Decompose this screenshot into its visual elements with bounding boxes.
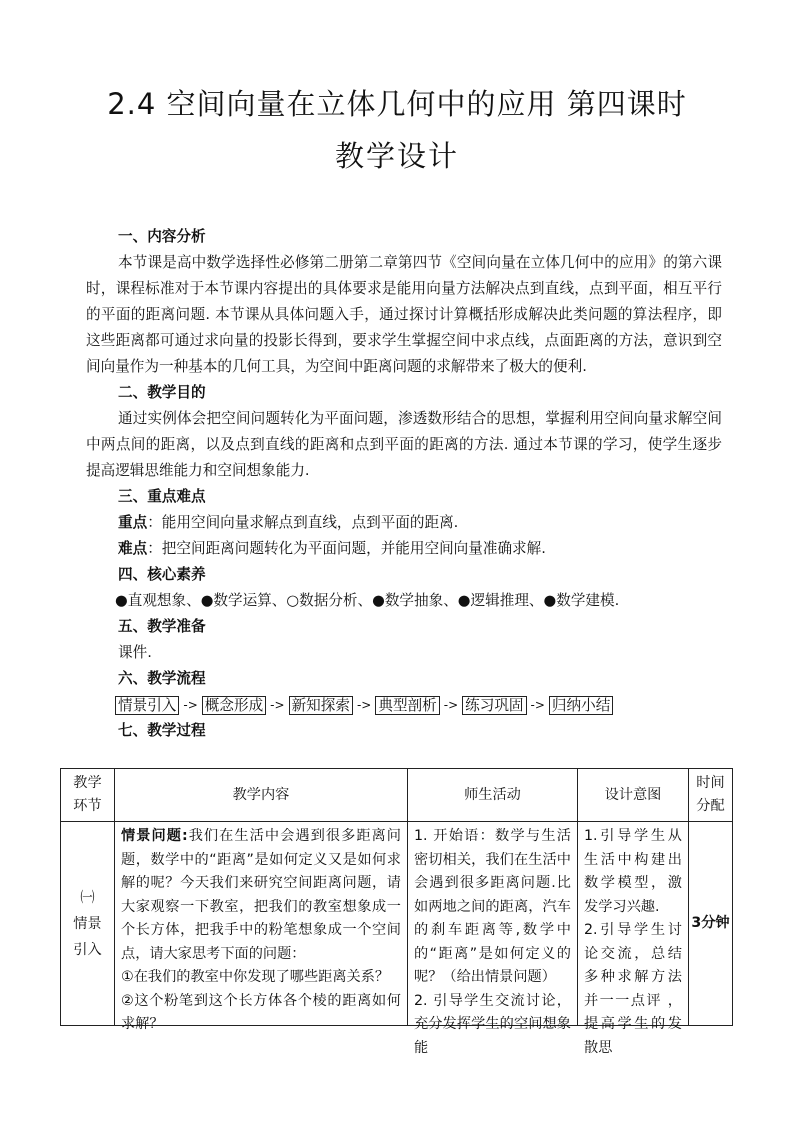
difficult-point-label: 难点 [118, 540, 148, 557]
flow-arrow: -> [356, 698, 372, 712]
difficult-point-line [86, 536, 722, 562]
document-title: 2.4 空间向量在立体几何中的应用 第四课时 [107, 87, 687, 121]
header-stage: 教学 环节 [61, 769, 115, 822]
section-text-preparation: 课件. [118, 644, 152, 661]
key-point-label: 重点 [118, 514, 148, 531]
teaching-process-table [60, 768, 733, 1056]
section-text-teaching-goals: 通过实例体会把空间问题转化为平面问题，渗透数形结合的思想，掌握利用空间向量求解空间中两点间的距离，以及点到直线的距离和点到平面的距离的方法. 通过本节课的学习，使学生逐步提高逻辑思维能力和空间想象能力. [86, 410, 722, 479]
key-point-line [86, 510, 722, 536]
section-heading-teaching-goals: 二、教学目的 [118, 384, 206, 401]
section-heading-content-analysis: 一、内容分析 [118, 228, 206, 245]
cell-time: 3分钟 [689, 822, 733, 1026]
header-content: 教学内容 [115, 769, 408, 822]
flow-step: 概念形成 [202, 696, 266, 715]
intent-item-1: 1.引导学生从生活中构建出数学模型，激发学习兴趣. [584, 828, 682, 915]
header-activity: 师生活动 [408, 769, 578, 822]
intent-item-2: 2.引导学生讨论交流，总结多种求解方法并一一点评 ，提高学生的发散思 [584, 922, 682, 1056]
flow-step: 新知探索 [289, 696, 353, 715]
header-intent: 设计意图 [578, 769, 689, 822]
section-text-content-analysis: 本节课是高中数学选择性必修第二册第二章第四节《空间向量在立体几何中的应用》的第六课时，课程标准对于本节课内容提出的具体要求是能用向量方法解决点到直线，点到平面，相互平行的平面的距离问题. 本节课从具体问题入手，通过探讨计算概括形成解决此类问题的算法程序，即这些距离都可通过求向量的投影长得到，要求学生掌握空间中求点线，点面距离的方法，意识到空间向量作为一种基本的几何工具，为空间中距离问题的求解带来了极大的便利. [86, 254, 722, 375]
section-heading-core-literacy: 四、核心素养 [118, 566, 206, 583]
flow-step: 归纳小结 [549, 696, 613, 715]
table-row [61, 822, 733, 1026]
section-heading-teaching-flow: 六、教学流程 [118, 670, 206, 687]
activity-item-2: 2. 引导学生交流讨论，充分发挥学生的空间想象能 [414, 992, 571, 1056]
flow-step: 练习巩固 [462, 696, 526, 715]
cell-intent [578, 822, 689, 1056]
content-label: 情景问题: [121, 828, 188, 844]
flow-step: 典型剖析 [375, 696, 439, 715]
content-text: 我们在生活中会遇到很多距离问题，数学中的“距离”是如何定义又是如何求解的呢？今天我们来研究空间距离问题，请大家观察一下教室，把我们的教室想象成一个长方体，把我手中的粉笔想象成一个空间点，请大家思考下面的问题： [121, 828, 401, 962]
cell-activity [408, 822, 578, 1056]
flow-arrow: -> [530, 698, 545, 712]
difficult-point-text: ：把空间距离问题转化为平面问题，并能用空间向量准确求解. [147, 540, 546, 557]
document-subtitle: 教学设计 [334, 139, 459, 173]
flow-arrow: -> [270, 698, 285, 712]
header-time: 时间 分配 [689, 769, 733, 822]
section-heading-preparation: 五、教学准备 [118, 618, 206, 635]
cell-content [115, 822, 408, 1032]
content-question-1: ①在我们的教室中你发现了哪些距离关系？ [121, 969, 390, 985]
flow-arrow: -> [183, 698, 198, 712]
table-header-row [61, 769, 733, 822]
flow-arrow: -> [443, 698, 459, 712]
activity-item-1: 1. 开始语：数学与生活密切相关，我们在生活中会遇到很多距离问题.比如两地之间的距离，汽车的刹车距离等,数学中的“距离”是如何定义的呢？（给出情景问题） [414, 828, 571, 985]
section-heading-teaching-process: 七、教学过程 [118, 722, 206, 739]
key-point-text: ：能用空间向量求解点到直线，点到平面的距离. [147, 514, 459, 531]
cell-stage: ㈠ 情景 引入 [61, 822, 115, 1026]
flow-step: 情景引入 [115, 696, 179, 715]
section-text-core-literacy: ●直观想象、●数学运算、○数据分析、●数学抽象、●逻辑推理、●数学建模. [115, 592, 620, 609]
document-body [86, 224, 722, 744]
content-question-2: ②这个粉笔到这个长方体各个棱的距离如何求解？ [121, 992, 401, 1032]
teaching-flow [86, 692, 722, 718]
section-heading-key-points: 三、重点难点 [118, 488, 206, 505]
